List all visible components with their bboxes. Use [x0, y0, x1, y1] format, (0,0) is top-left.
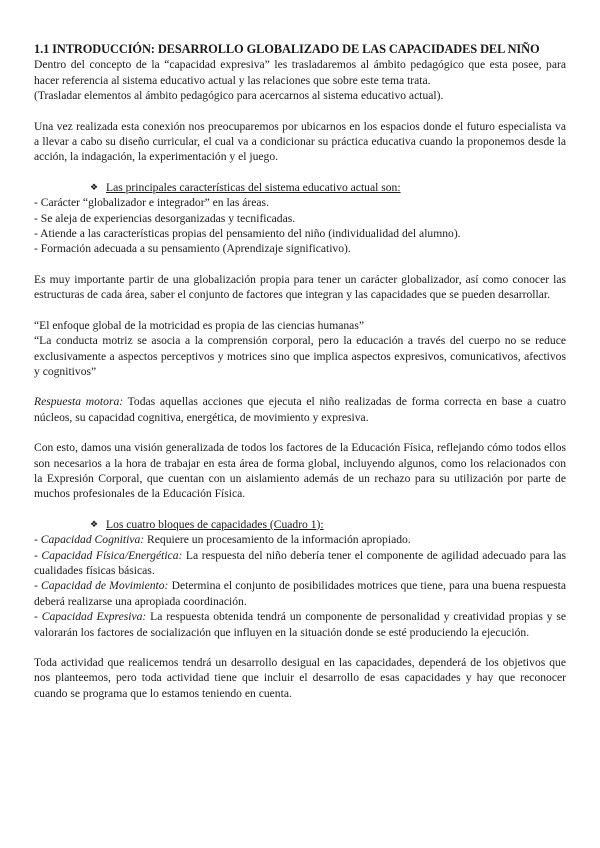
diamond-bullet-icon: ❖: [90, 518, 99, 529]
capacity-term: Capacidad Cognitiva:: [40, 533, 145, 547]
capacity-term: Capacidad de Movimiento:: [41, 579, 169, 593]
closing-paragraph: Toda actividad que realicemos tendrá un desarrollo desigual en las capacidades, dependerá de los objetivos que nos planteemos, pero toda actividad tiene que incluir el desarrollo de esas capacidades y hay que reconocer cuando se programa que lo estamos teniendo en cuenta.: [34, 656, 566, 700]
capacities-heading: [34, 517, 566, 532]
capacity-dash: -: [34, 579, 42, 593]
capacity-term: Capacidad Expresiva:: [41, 610, 147, 624]
motor-response-term: Respuesta motora:: [34, 395, 124, 409]
capacity-item: [34, 578, 566, 609]
diamond-bullet-icon: ❖: [90, 181, 99, 192]
capacity-dash: -: [34, 610, 42, 624]
characteristic-item: - Carácter “globalizador e integrador” en las áreas.: [34, 196, 269, 210]
capacity-term: Capacidad Física/Energética:: [41, 548, 183, 562]
characteristics-heading-text: Las principales características del sistema educativo actual son:: [106, 180, 401, 194]
capacity-dash: -: [34, 548, 42, 562]
characteristic-item: - Se aleja de experiencias desorganizadas y tecnificadas.: [34, 211, 296, 225]
document-title: 1.1 INTRODUCCIÓN: DESARROLLO GLOBALIZADO DE LAS CAPACIDADES DEL NIÑO: [34, 42, 540, 56]
intro-note: (Trasladar elementos al ámbito pedagógico para acercarnos al sistema educativo actual).: [34, 89, 444, 103]
capacity-text: La respuesta del niño debería tener el componente de agilidad adecuado para las cualidades físicas básicas.: [34, 548, 566, 577]
motor-response-text: Todas aquellas acciones que ejecuta el niño realizadas de forma correcta en base a cuatro núcleos, su capacidad cognitiva, energética, de movimiento y expresiva.: [34, 395, 566, 424]
quote-global-approach: “El enfoque global de la motricidad es propia de las ciencias humanas”: [34, 318, 364, 332]
intro-paragraph: Dentro del concepto de la “capacidad expresiva” les trasladaremos al ámbito pedagógico que esta posee, para hacer referencia al sistema educativo actual y las relaciones que sobre este tema trata.: [34, 58, 566, 87]
capacity-text: La respuesta obtenida tendrá un componente de personalidad y creatividad propias y se valorarán los factores de socialización que influyen en la situación donde se esté produciendo la ejecución.: [34, 610, 566, 639]
characteristic-item: - Atiende a las características propias del pensamiento del niño (individualidad del alumno).: [34, 227, 461, 241]
characteristic-item: - Formación adecuada a su pensamiento (Aprendizaje significativo).: [34, 242, 351, 256]
globalization-paragraph: Es muy importante partir de una globalización propia para tener un carácter globalizador, así como conocer las estructuras de cada área, saber el conjunto de factores que integran y las capacidades que se pueden desarrollar.: [34, 272, 566, 302]
capacity-item: [34, 609, 566, 640]
capacities-heading-text: Los cuatro bloques de capacidades (Cuadro 1):: [106, 517, 324, 531]
connection-paragraph: Una vez realizada esta conexión nos preocuparemos por ubicarnos en los espacios donde el futuro especialista va a llevar a cabo su diseño curricular, el cual va a condicionar su práctica educativa cuando la proponemos desde la acción, la indagación, la experimentación y el juego.: [34, 119, 566, 164]
capacity-item: [34, 548, 566, 579]
capacity-text: Determina el conjunto de posibilidades motrices que tiene, para una buena respuesta deberá realizarse una apropiada coordinación.: [34, 579, 567, 608]
quote-motor-conduct: “La conducta motriz se asocia a la comprensión corporal, pero la educación a través del cuerpo no se reduce exclusivamente a aspectos perceptivos y motrices sino que implica aspectos expresivos, comunicativos, afectivos y cognitivos”: [34, 334, 566, 378]
characteristics-heading: [34, 180, 566, 195]
capacity-item: [34, 532, 566, 547]
physical-education-paragraph: Con esto, damos una visión generalizada de todos los factores de la Educación Física, reflejando cómo todos ellos son necesarios a la hora de trabajar en esta área de forma global, incluyendo algunos, como los relacionados con la Expresión Corporal, que cuentan con un aislamiento además de un rechazo para su utilización por parte de muchos profesionales de la Educación Física.: [34, 441, 566, 501]
capacity-text: Requiere un procesamiento de la información apropiado.: [144, 533, 411, 547]
motor-response-definition: [34, 394, 566, 425]
capacity-dash: -: [34, 533, 41, 547]
